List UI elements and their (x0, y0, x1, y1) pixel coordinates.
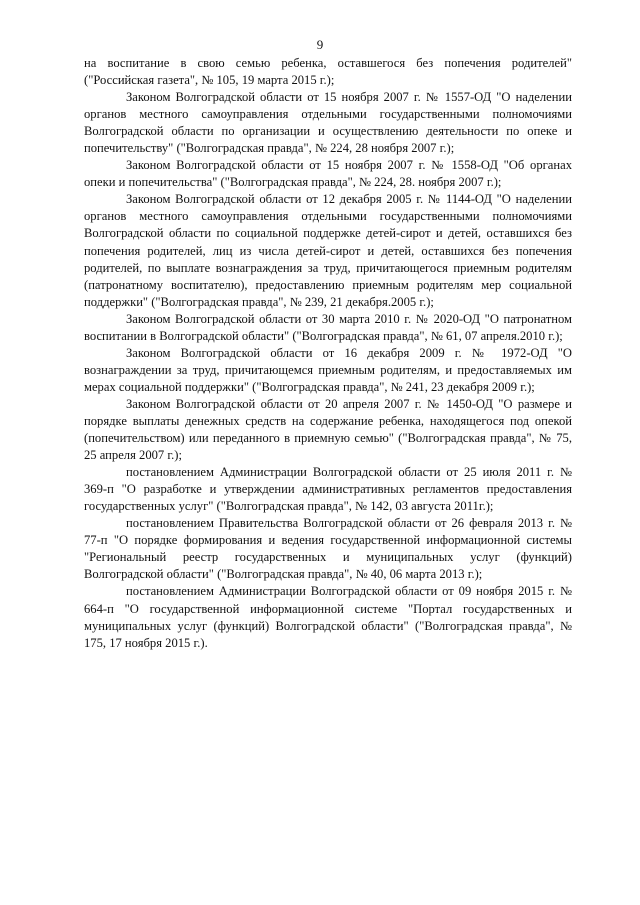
paragraph-resolution-664-p: постановлением Администрации Волгоградской области от 09 ноября 2015 г. № 664-п "О государственной информационной системе "Портал государственных и муниципальных услуг (функций) Волгоградской области" ("Волгоградская правда", № 175, 17 ноября 2015 г.). (84, 584, 572, 650)
paragraph-law-1144-od: Законом Волгоградской области от 12 декабря 2005 г. № 1144-ОД "О наделении органов местного самоуправления отдельными государственными полномочиями Волгоградской области по социальной поддержке детей-сирот и детей, оставшихся без попечения родителей, лиц из числа детей-сирот и детей, оставшихся без попечения родителей, по выплате вознаграждения за труд, причитающегося приемным родителям (патронатному воспитателю), предоставлению приемным родителям мер социальной поддержки" ("Волгоградская правда", № 239, 21 декабря.2005 г.); (84, 192, 572, 309)
page-number: 9 (316, 37, 324, 52)
document-body (84, 55, 572, 652)
paragraph-law-citation: на воспитание в свою семью ребенка, оставшегося без попечения родителей" ("Российская газета", № 105, 19 марта 2015 г.); (84, 56, 572, 88)
paragraph-law-1450-od: Законом Волгоградской области от 20 апреля 2007 г. № 1450-ОД "О размере и порядке выплаты денежных средств на содержание ребенка, находящегося под опекой (попечительством) или переданного в приемную семью" ("Волгоградская правда", № 75, 25 апреля 2007 г.); (84, 396, 572, 463)
paragraph-law-1972-od: Законом Волгоградской области от 16 декабря 2009 г. № 1972-ОД "О вознаграждении за труд, причитающемся приемным родителям, и предоставляемых им мерах социальной поддержки" ("Волгоградская правда", № 241, 23 декабря 2009 г.); (84, 345, 572, 394)
paragraph-resolution-77-p: постановлением Правительства Волгоградской области от 26 февраля 2013 г. № 77-п "О порядке формирования и ведения государственной информационной системы "Региональный реестр государственных и муниципальных услуг (функций) Волгоградской области" ("Волгоградская правда", № 40, 06 марта 2013 г.); (84, 516, 572, 582)
paragraph-law-1557-od: Законом Волгоградской области от 15 ноября 2007 г. № 1557-ОД "О наделении органов местного самоуправления отдельными государственными полномочиями Волгоградской области по организации и осуществлению деятельности по опеке и попечительству" ("Волгоградская правда", № 224, 28 ноября 2007 г.); (84, 90, 572, 156)
paragraph-law-1558-od: Законом Волгоградской области от 15 ноября 2007 г. № 1558-ОД "Об органах опеки и попечительства" ("Волгоградская правда", № 224, 28. ноября 2007 г.); (84, 158, 572, 190)
paragraph-resolution-369-p: постановлением Администрации Волгоградской области от 25 июля 2011 г. № 369-п "О разработке и утверждении административных регламентов предоставления государственных услуг" ("Волгоградская правда", № 142, 03 августа 2011г.); (84, 465, 572, 514)
paragraph-law-2020-od: Законом Волгоградской области от 30 марта 2010 г. № 2020-ОД "О патронатном воспитании в Волгоградской области" ("Волгоградская правда", № 61, 07 апреля.2010 г.); (84, 311, 572, 343)
